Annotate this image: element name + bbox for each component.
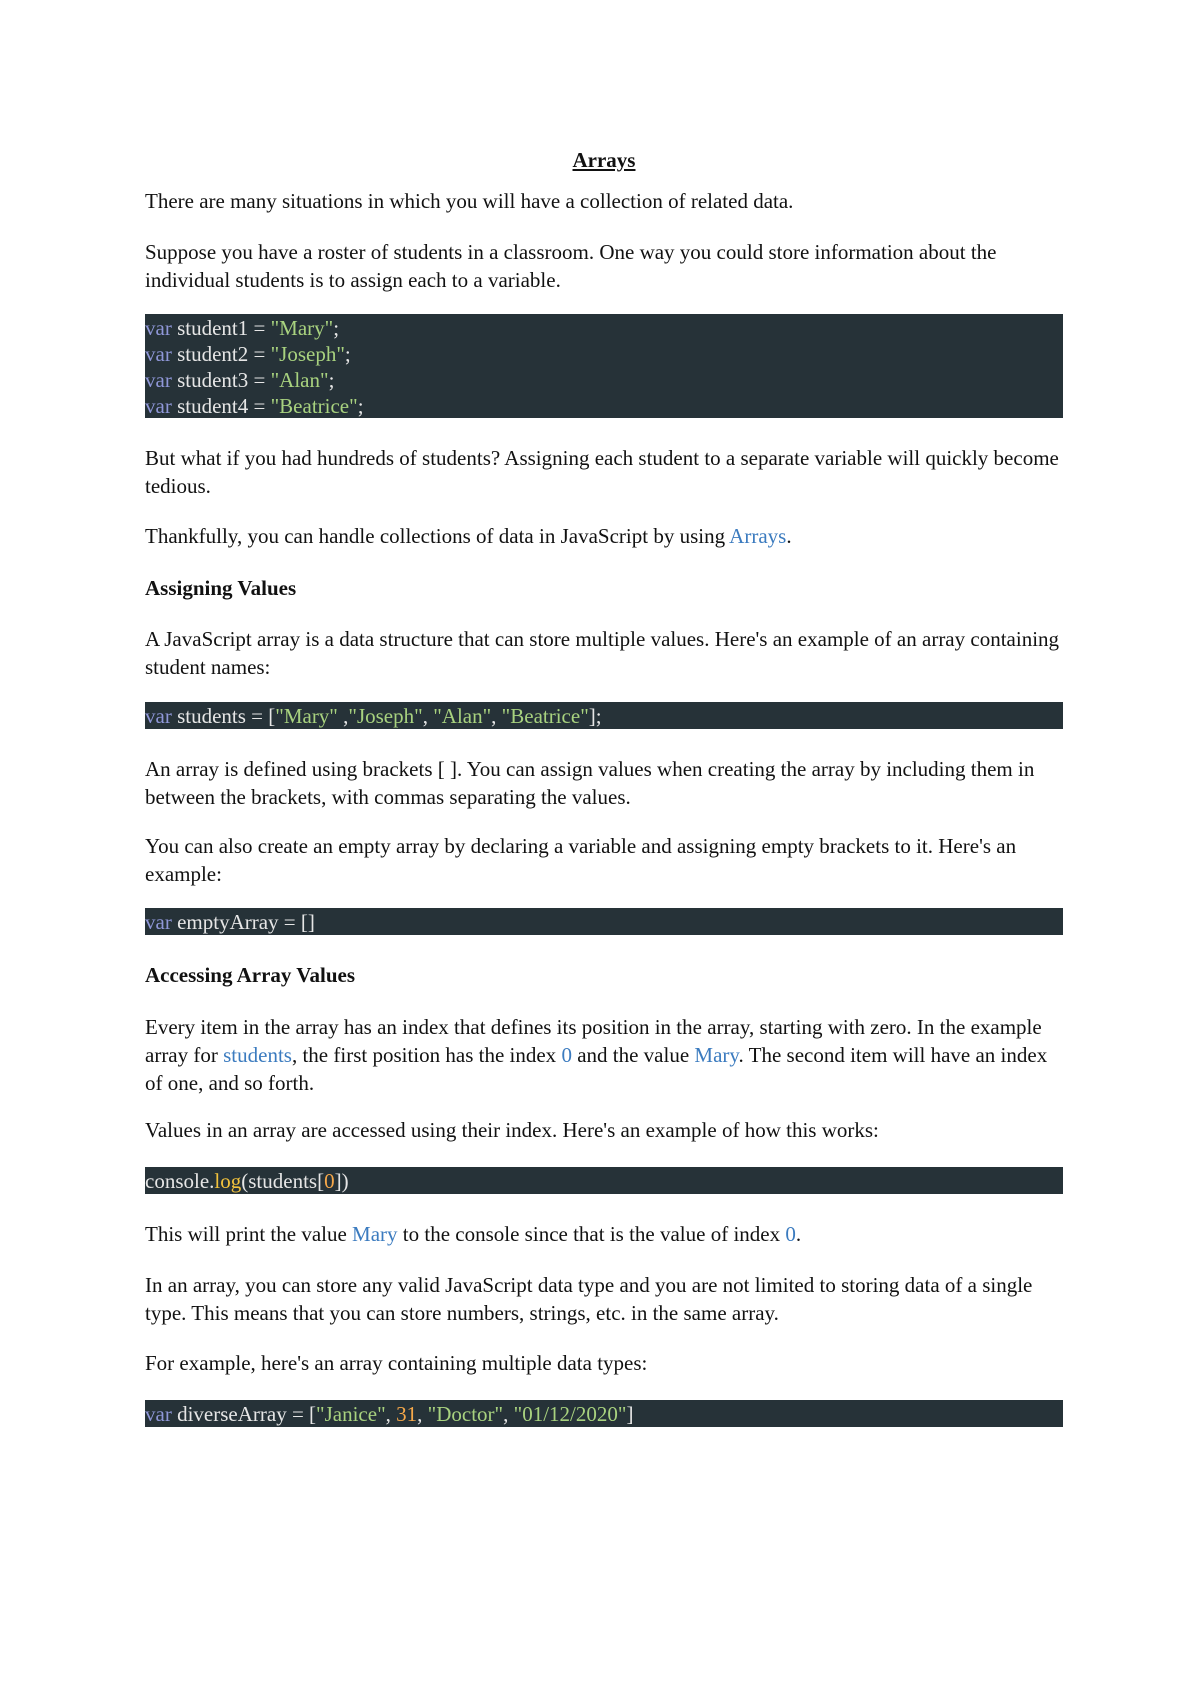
highlight-index-zero: 0 (561, 1043, 572, 1067)
code-string: "Joseph" (270, 342, 345, 366)
code-text: , (417, 1402, 428, 1426)
code-text: ]) (334, 1169, 349, 1193)
section-heading-accessing-values: Accessing Array Values (145, 963, 355, 987)
code-string: "Janice" (316, 1402, 386, 1426)
code-text: student2 = (171, 342, 271, 366)
code-line-1 (145, 314, 1063, 342)
paragraph-empty-array: You can also create an empty array by declaring a variable and assigning empty brackets to it. Here's an example: (145, 834, 1017, 886)
paragraph-hundreds: But what if you had hundreds of students? Assigning each student to a separate variable will quickly become tedious. (145, 446, 1059, 498)
code-text: , (385, 1402, 397, 1426)
paragraph-accessed-by-index: Values in an array are accessed using their index. Here's an example of how this works: (145, 1118, 879, 1142)
paragraph-data-types: In an array, you can store any valid JavaScript data type and you are not limited to storing data of a single type. This means that you can store numbers, strings, etc. in the same array. (145, 1273, 1033, 1325)
code-string: "Doctor" (427, 1402, 504, 1426)
code-text: ; (357, 394, 364, 418)
highlight-mary: Mary (694, 1043, 739, 1067)
code-text: ; (328, 368, 335, 392)
code-keyword: var (145, 1402, 172, 1426)
highlight-mary: Mary (352, 1222, 398, 1246)
paragraph-index (145, 1013, 1063, 1097)
code-block-console-log (145, 1167, 1063, 1194)
code-line-4 (145, 392, 1063, 420)
code-string: "Beatrice" (270, 394, 358, 418)
code-text: student1 = (171, 316, 271, 340)
code-keyword: var (145, 368, 172, 392)
code-text: ] (626, 1402, 634, 1426)
code-text: , (491, 704, 502, 728)
paragraph-thankfully (145, 522, 1063, 550)
code-line (145, 1400, 1063, 1428)
code-line (145, 908, 1063, 936)
code-string: "Joseph" (348, 704, 423, 728)
highlight-students: students (223, 1043, 292, 1067)
highlight-index-zero: 0 (785, 1222, 796, 1246)
code-string: "Alan" (433, 704, 492, 728)
code-string: "01/12/2020" (513, 1402, 627, 1426)
code-text: (students[ (241, 1169, 325, 1193)
code-string: "Alan" (270, 368, 329, 392)
code-block-empty-array (145, 908, 1063, 935)
code-string: "Beatrice" (501, 704, 589, 728)
intro-paragraph-1: There are many situations in which you will have a collection of related data. (145, 189, 794, 213)
code-number: 0 (324, 1169, 335, 1193)
text-span: This will print the value (145, 1222, 353, 1246)
code-keyword: var (145, 342, 172, 366)
code-text: ; (344, 342, 351, 366)
code-line (145, 702, 1063, 730)
text-span: Thankfully, you can handle collections of data in JavaScript by using (145, 524, 730, 548)
section-heading-assigning-values: Assigning Values (145, 576, 297, 600)
text-span: to the console since that is the value of index (397, 1222, 786, 1246)
code-line-2 (145, 340, 1063, 368)
code-text: console. (145, 1169, 215, 1193)
code-text: ]; (588, 704, 602, 728)
code-text: ; (333, 316, 340, 340)
code-string: "Mary" (270, 316, 334, 340)
code-block-students-array (145, 702, 1063, 729)
paragraph-array-definition: A JavaScript array is a data structure that can store multiple values. Here's an example of an array containing student names: (145, 627, 1060, 679)
page-title: Arrays (572, 148, 636, 172)
text-span: and the value (571, 1043, 695, 1067)
text-span: . (795, 1222, 802, 1246)
intro-paragraph-2: Suppose you have a roster of students in a classroom. One way you could store information about the individual students is to assign each to a variable. (145, 240, 997, 292)
code-text: diverseArray = [ (171, 1402, 317, 1426)
code-number: 31 (396, 1402, 418, 1426)
code-function: log (214, 1169, 242, 1193)
code-text: emptyArray = [] (171, 910, 315, 934)
code-string: "Mary" (275, 704, 338, 728)
paragraph-for-example: For example, here's an array containing multiple data types: (145, 1351, 648, 1375)
paragraph-brackets: An array is defined using brackets [ ]. You can assign values when creating the array by including them in between the brackets, with commas separating the values. (145, 757, 1035, 809)
code-line-3 (145, 366, 1063, 394)
text-span: , the first position has the index (291, 1043, 562, 1067)
code-keyword: var (145, 394, 172, 418)
arrays-link[interactable]: Arrays (729, 524, 787, 548)
code-text: , (503, 1402, 514, 1426)
code-text: students = [ (171, 704, 276, 728)
code-line (145, 1167, 1063, 1195)
code-block-diverse-array (145, 1400, 1063, 1427)
text-span: . (786, 524, 792, 548)
code-text: student4 = (171, 394, 271, 418)
code-keyword: var (145, 910, 172, 934)
code-keyword: var (145, 316, 172, 340)
paragraph-print-value (145, 1220, 1063, 1248)
code-keyword: var (145, 704, 172, 728)
code-text: , (337, 704, 349, 728)
text-span: Every item in the array has an index that defines its position in the array, starting with zero. In the example array for (145, 1015, 1042, 1067)
code-text: , (422, 704, 434, 728)
code-text: student3 = (171, 368, 271, 392)
text-span: . The second item will have an index of one, and so forth. (145, 1043, 1048, 1095)
code-block-variables (145, 314, 1063, 418)
